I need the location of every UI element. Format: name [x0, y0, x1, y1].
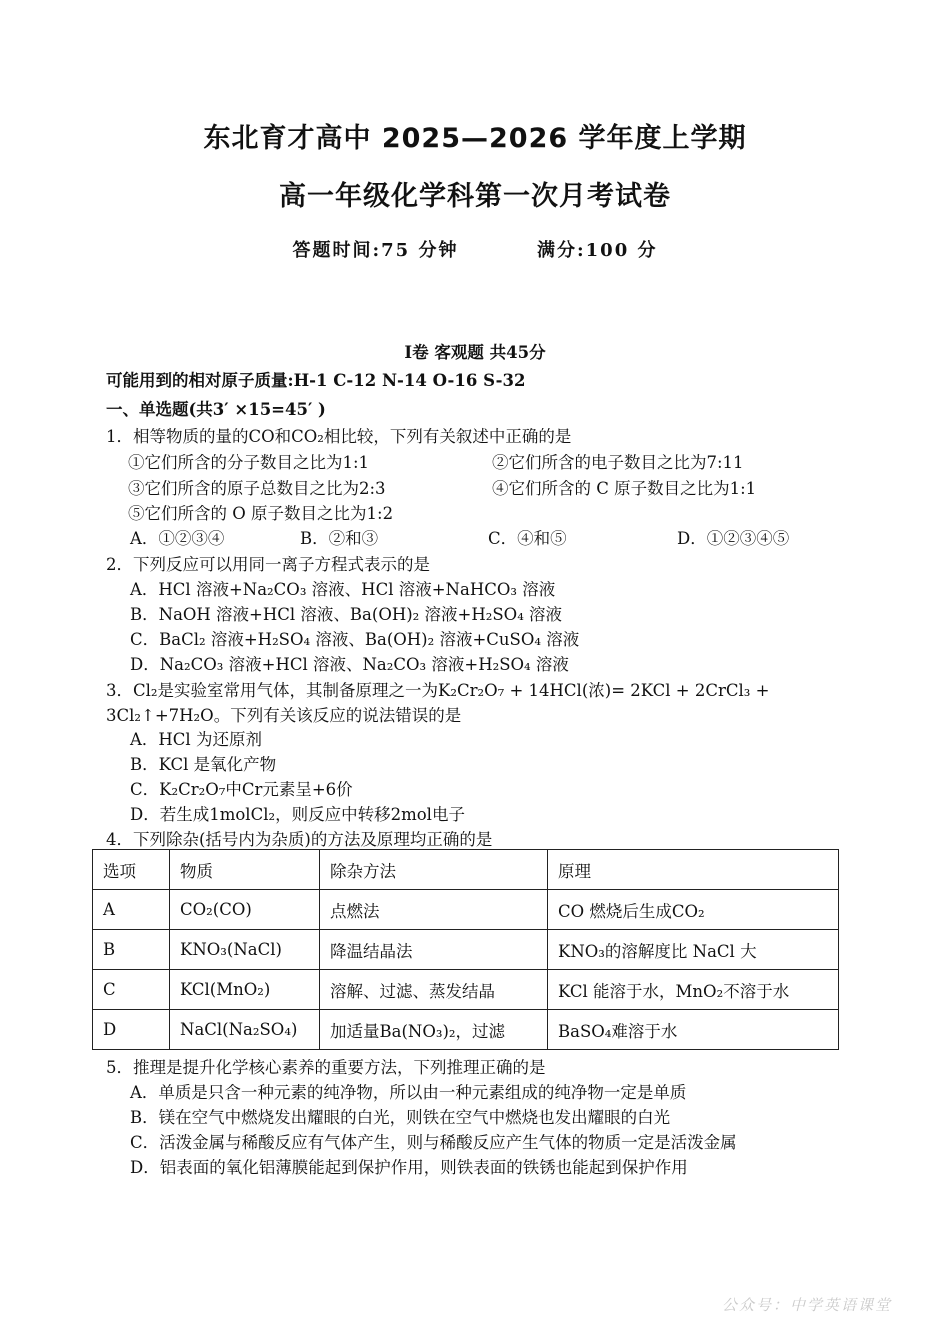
- table-cell: CO 燃烧后生成CO₂: [548, 890, 839, 930]
- q3-stem-line1: 3．Cl₂是实验室常用气体，其制备原理之一为K₂Cr₂O₇ + 14HCl(浓)= 2KCl + 2CrCl₃ +: [106, 681, 770, 700]
- q5-option-c: C．活泼金属与稀酸反应有气体产生，则与稀酸反应产生气体的物质一定是活泼金属: [130, 1133, 737, 1152]
- table-header-row: [93, 850, 839, 890]
- q4-table: [92, 849, 839, 1050]
- q1-option-a: A．①②③④: [130, 529, 225, 548]
- table-row: [93, 1010, 839, 1050]
- table-header-cell: 选项: [93, 850, 170, 890]
- table-cell: KCl(MnO₂): [170, 970, 320, 1010]
- q2-option-b: B．NaOH 溶液+HCl 溶液、Ba(OH)₂ 溶液+H₂SO₄ 溶液: [130, 605, 563, 624]
- exam-title-line2: 高一年级化学科第一次月考试卷: [279, 181, 671, 212]
- table-row: [93, 930, 839, 970]
- q3-option-c: C．K₂Cr₂O₇中Cr元素呈+6价: [130, 780, 353, 799]
- table-header-cell: 物质: [170, 850, 320, 890]
- q3-option-b: B．KCl 是氧化产物: [130, 755, 277, 774]
- q1-statement-5: ⑤它们所含的 O 原子数目之比为1:2: [128, 504, 394, 523]
- q5-stem: 5．推理是提升化学核心素养的重要方法，下列推理正确的是: [106, 1058, 546, 1077]
- table-cell: 溶解、过滤、蒸发结晶: [320, 970, 548, 1010]
- q1-option-c: C．④和⑤: [488, 529, 567, 548]
- q1-stem: 1．相等物质的量的CO和CO₂相比较，下列有关叙述中正确的是: [106, 427, 572, 446]
- table-cell: CO₂(CO): [170, 890, 320, 930]
- q5-option-b: B．镁在空气中燃烧发出耀眼的白光，则铁在空气中燃烧也发出耀眼的白光: [130, 1108, 671, 1127]
- exam-title-line1: 东北育才高中 2025—2026 学年度上学期: [203, 123, 747, 154]
- table-cell: KNO₃(NaCl): [170, 930, 320, 970]
- q5-option-d: D．铝表面的氧化铝薄膜能起到保护作用，则铁表面的铁锈也能起到保护作用: [130, 1158, 688, 1177]
- q3-option-a: A．HCl 为还原剂: [130, 730, 262, 749]
- q1-statement-4: ④它们所含的 C 原子数目之比为1:1: [492, 479, 757, 498]
- exam-meta: [0, 236, 950, 262]
- table-header-cell: 除杂方法: [320, 850, 548, 890]
- q1-statement-2: ②它们所含的电子数目之比为7:11: [492, 453, 744, 472]
- table-cell: A: [93, 890, 170, 930]
- q2-option-a: A．HCl 溶液+Na₂CO₃ 溶液、HCl 溶液+NaHCO₃ 溶液: [130, 580, 556, 599]
- q2-stem: 2．下列反应可以用同一离子方程式表示的是: [106, 555, 430, 574]
- section-title: I卷 客观题 共45分: [404, 343, 546, 362]
- q1-statement-1: ①它们所含的分子数目之比为1:1: [128, 453, 370, 472]
- table-cell: BaSO₄难溶于水: [548, 1010, 839, 1050]
- q1-option-d: D．①②③④⑤: [677, 529, 790, 548]
- time-label: 答题时间:75 分钟: [292, 240, 459, 261]
- table-cell: B: [93, 930, 170, 970]
- table-header-cell: 原理: [548, 850, 839, 890]
- table-cell: 降温结晶法: [320, 930, 548, 970]
- table-row: [93, 890, 839, 930]
- q4-stem: 4．下列除杂(括号内为杂质)的方法及原理均正确的是: [106, 830, 493, 849]
- table-cell: KNO₃的溶解度比 NaCl 大: [548, 930, 839, 970]
- score-label: 满分:100 分: [537, 240, 658, 261]
- table-cell: NaCl(Na₂SO₄): [170, 1010, 320, 1050]
- table-row: [93, 970, 839, 1010]
- q3-option-d: D．若生成1molCl₂，则反应中转移2mol电子: [130, 805, 465, 824]
- q5-option-a: A．单质是只含一种元素的纯净物，所以由一种元素组成的纯净物一定是单质: [130, 1083, 687, 1102]
- q2-option-c: C．BaCl₂ 溶液+H₂SO₄ 溶液、Ba(OH)₂ 溶液+CuSO₄ 溶液: [130, 630, 580, 649]
- table-cell: KCl 能溶于水，MnO₂不溶于水: [548, 970, 839, 1010]
- table-cell: 加适量Ba(NO₃)₂，过滤: [320, 1010, 548, 1050]
- q3-stem-line2: 3Cl₂↑+7H₂O。下列有关该反应的说法错误的是: [106, 706, 462, 725]
- q2-option-d: D．Na₂CO₃ 溶液+HCl 溶液、Na₂CO₃ 溶液+H₂SO₄ 溶液: [130, 655, 569, 674]
- watermark: 公众号：中学英语课堂: [721, 1296, 892, 1314]
- table-cell: 点燃法: [320, 890, 548, 930]
- table-cell: D: [93, 1010, 170, 1050]
- q1-option-b: B．②和③: [300, 529, 379, 548]
- q1-statement-3: ③它们所含的原子总数目之比为2:3: [128, 479, 386, 498]
- atomic-mass-line: 可能用到的相对原子质量:H-1 C-12 N-14 O-16 S-32: [106, 371, 526, 390]
- table-cell: C: [93, 970, 170, 1010]
- part-heading: 一、单选题(共3′ ×15=45′ ): [106, 400, 326, 419]
